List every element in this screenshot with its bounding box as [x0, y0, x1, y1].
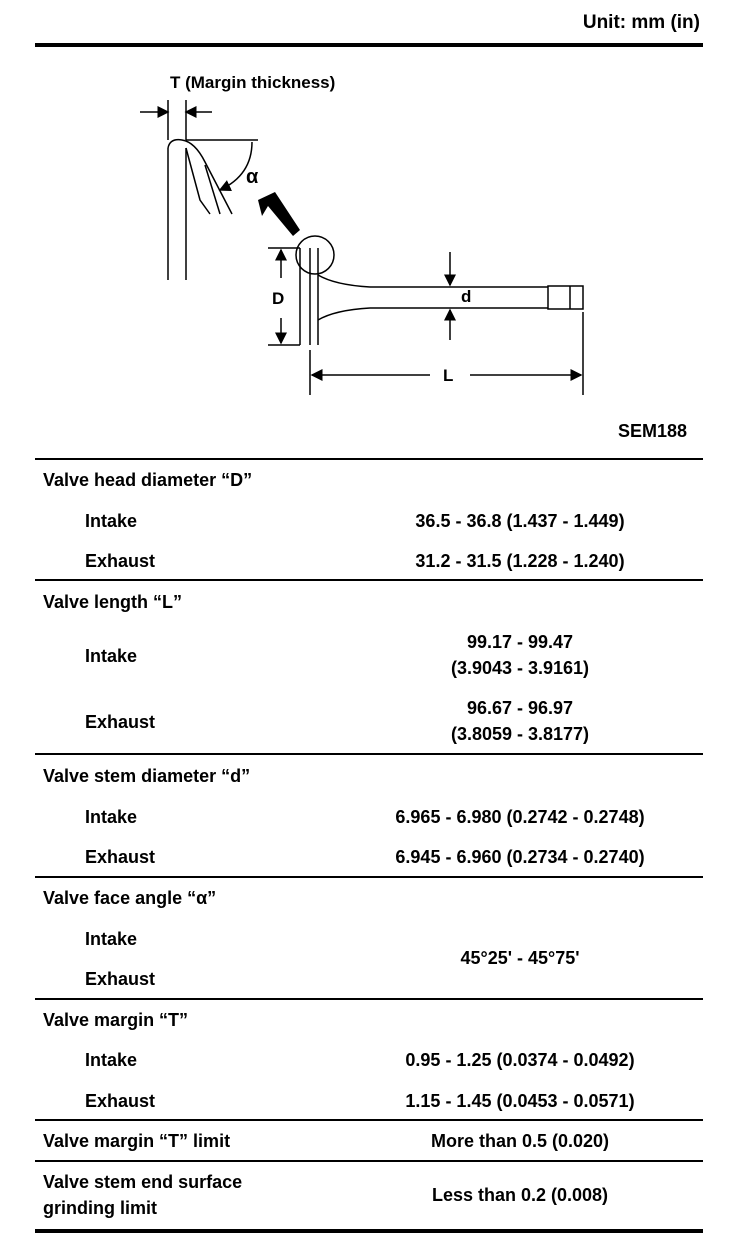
section-head-diameter: Valve head diameter “D”	[43, 470, 253, 490]
row-value: Less than 0.2 (0.008)	[431, 1185, 609, 1205]
rule	[35, 1160, 703, 1162]
rule	[35, 458, 703, 460]
row-label: Intake	[85, 1050, 138, 1070]
rule	[35, 579, 703, 581]
label-alpha: α	[246, 166, 259, 188]
row-value: 6.965 - 6.980 (0.2742 - 0.2748)	[395, 807, 645, 827]
row-label: Exhaust	[85, 712, 156, 732]
row-value-line1: 96.67 - 96.97	[466, 698, 574, 718]
top-rule	[35, 43, 703, 47]
row-label: Exhaust	[85, 551, 156, 571]
figure-code: SEM188	[618, 421, 688, 441]
valve-diagram	[0, 50, 736, 410]
row-value: 45°25' - 45°75'	[460, 948, 580, 968]
row-value: 6.945 - 6.960 (0.2734 - 0.2740)	[395, 847, 645, 867]
row-value-line1: 99.17 - 99.47	[466, 632, 574, 652]
rule	[35, 876, 703, 878]
arrow-icon	[258, 192, 300, 236]
rule	[35, 998, 703, 1000]
row-value: 36.5 - 36.8 (1.437 - 1.449)	[415, 511, 625, 531]
row-value: 31.2 - 31.5 (1.228 - 1.240)	[415, 551, 625, 571]
rule	[35, 1119, 703, 1121]
row-label: Exhaust	[85, 1091, 156, 1111]
row-value-line2: (3.8059 - 3.8177)	[450, 724, 590, 744]
section-grinding-limit-line1: Valve stem end surface	[43, 1172, 243, 1192]
label-d: d	[461, 287, 472, 306]
label-T: T (Margin thickness)	[170, 73, 336, 92]
row-value-line2: (3.9043 - 3.9161)	[450, 658, 590, 678]
label-L: L	[443, 366, 454, 385]
label-D: D	[272, 289, 285, 308]
row-label: Intake	[85, 929, 138, 949]
section-margin-limit: Valve margin “T” limit	[43, 1131, 231, 1151]
unit-label: Unit: mm (in)	[582, 12, 700, 33]
section-margin: Valve margin “T”	[43, 1010, 189, 1030]
row-value: More than 0.5 (0.020)	[430, 1131, 610, 1151]
row-value: 1.15 - 1.45 (0.0453 - 0.0571)	[405, 1091, 635, 1111]
row-label: Exhaust	[85, 847, 156, 867]
row-label: Intake	[85, 807, 138, 827]
section-grinding-limit-line2: grinding limit	[43, 1198, 157, 1218]
row-label: Exhaust	[85, 969, 156, 989]
row-label: Intake	[85, 511, 138, 531]
section-length: Valve length “L”	[43, 592, 183, 612]
row-label: Intake	[85, 646, 138, 666]
rule	[35, 753, 703, 755]
section-face-angle: Valve face angle “α”	[43, 888, 217, 908]
bottom-rule	[35, 1229, 703, 1233]
row-value: 0.95 - 1.25 (0.0374 - 0.0492)	[405, 1050, 635, 1070]
section-stem-diameter: Valve stem diameter “d”	[43, 766, 251, 786]
